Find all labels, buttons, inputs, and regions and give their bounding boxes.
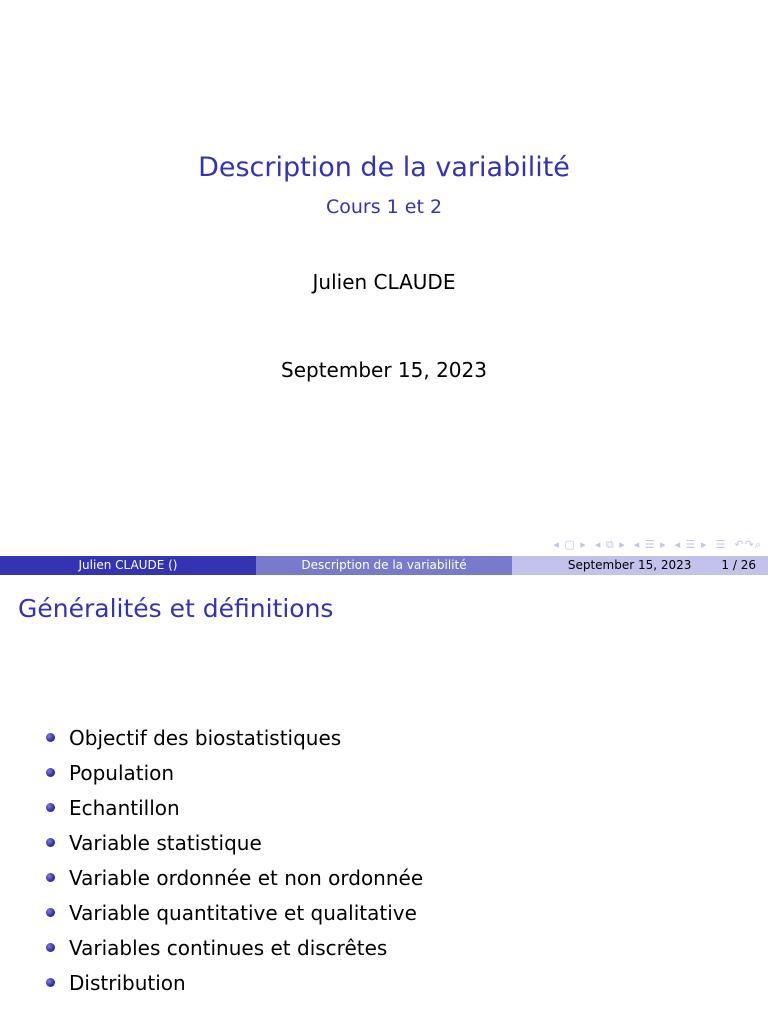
frame-title: Généralités et définitions <box>18 594 334 623</box>
list-item: Population <box>46 755 423 790</box>
bullet-icon <box>46 733 55 742</box>
search-icon[interactable]: ↶↷⌕ <box>734 538 762 551</box>
section-nav-icon[interactable]: ◂ ☰ ▸ <box>633 538 667 551</box>
list-item: Variables continues et discrêtes <box>46 930 423 965</box>
presentation-subtitle: Cours 1 et 2 <box>325 196 443 218</box>
frame-nav-icon[interactable]: ◂ ▢ ▸ <box>553 538 587 551</box>
appendix-icon[interactable]: ☰ <box>715 538 727 551</box>
bullet-icon <box>46 943 55 952</box>
list-item: Echantillon <box>46 790 423 825</box>
bullet-icon <box>46 803 55 812</box>
list-item: Distribution <box>46 965 423 1000</box>
bullet-icon <box>46 838 55 847</box>
presentation-title: Description de la variabilité <box>198 152 570 183</box>
footer-title: Description de la variabilité <box>256 556 512 575</box>
bullet-list <box>46 720 423 1000</box>
subsection-nav-icon[interactable]: ◂ ⧉ ▸ <box>594 538 626 551</box>
footer-date: September 15, 2023 <box>567 558 692 572</box>
footer-date-page <box>512 556 768 575</box>
bullet-icon <box>46 978 55 987</box>
list-item: Variable quantitative et qualitative <box>46 895 423 930</box>
list-item: Variable statistique <box>46 825 423 860</box>
footline <box>0 556 768 575</box>
bullet-icon <box>46 768 55 777</box>
list-item: Variable ordonnée et non ordonnée <box>46 860 423 895</box>
document-nav-icon[interactable]: ◂ ☰ ▸ <box>674 538 708 551</box>
footer-page-number: 1 / 26 <box>721 558 756 572</box>
presentation-date: September 15, 2023 <box>281 358 487 382</box>
author-name: Julien CLAUDE <box>312 270 456 294</box>
navigation-symbols <box>553 538 762 552</box>
bullet-icon <box>46 908 55 917</box>
list-item: Objectif des biostatistiques <box>46 720 423 755</box>
content-slide <box>0 576 768 1024</box>
footer-author: Julien CLAUDE () <box>0 556 256 575</box>
bullet-icon <box>46 873 55 882</box>
